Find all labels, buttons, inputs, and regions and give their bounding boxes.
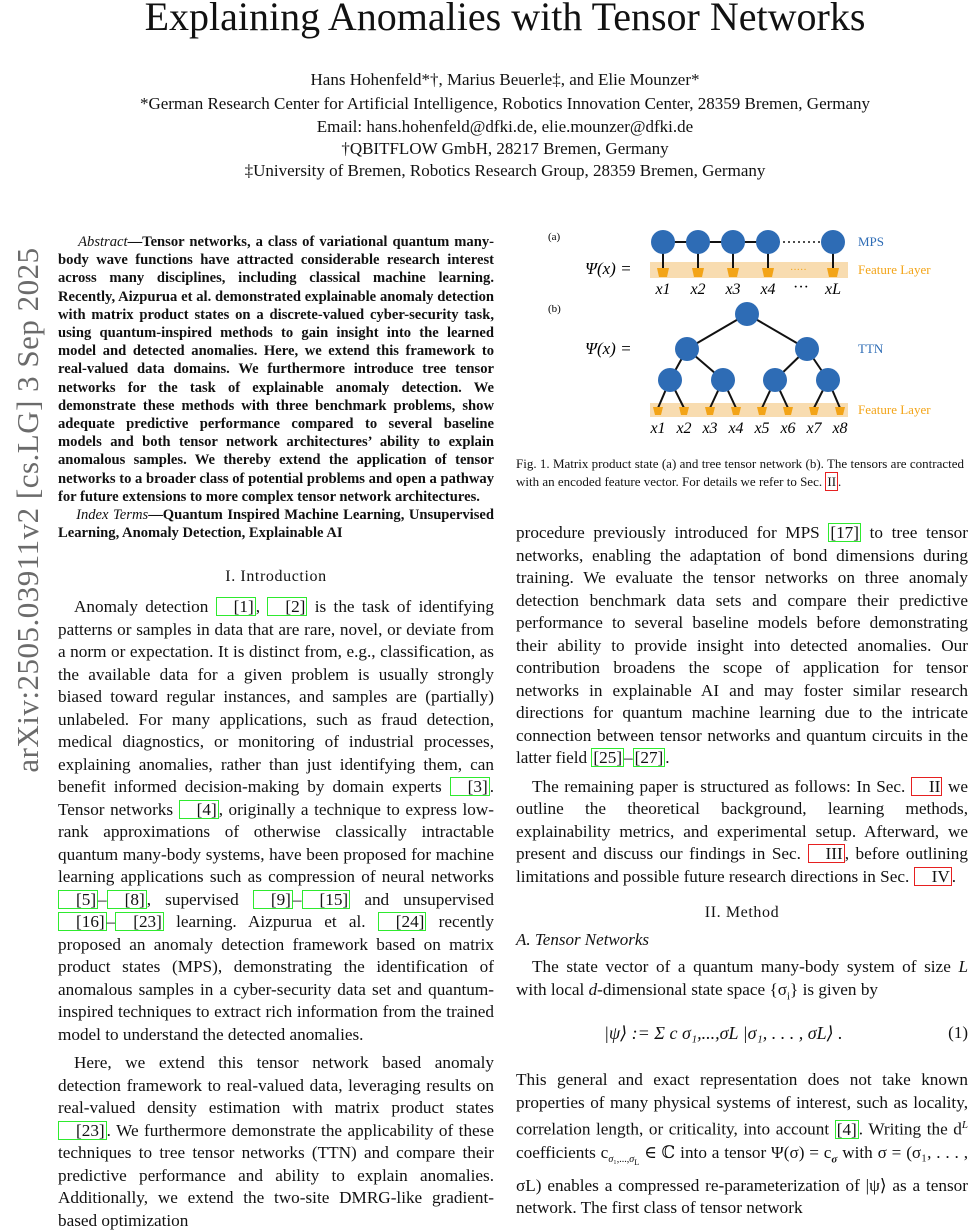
arxiv-identifier: arXiv:2505.03911v2 [cs.LG] 3 Sep 2025: [10, 247, 45, 773]
mps-x-labels: [654, 279, 841, 298]
abstract-text: —Tensor networks, a class of variational quantum many-body wave functions have attracted considerable research interest across many disciplines, including classical machine learning. Recently, Aizpurua et al. demonstrated explainable anomaly detection with matrix product states on a discrete-valued cyber-security task, using quantum-inspired methods to gain insight into the learned model and detected anomalies. Here, we extend this framework to real-valued data domains. We furthermore introduce tree tensor networks for the task of explainable anomaly detection. We demonstrate these methods with three benchmark problems, show adequate predictive performance compared to several baseline models and both tensor network architectures’ ability to explain anomalous samples. We thereby extend the application of tensor networks to a broader class of potential problems and open a pathway for future extensions to more complex tensor network architectures.: [58, 234, 494, 505]
citation-link[interactable]: [25]: [593, 748, 623, 767]
x-label: ···: [793, 279, 809, 296]
x-label: x5: [754, 420, 770, 437]
index-terms-label: Index Terms: [76, 507, 149, 524]
section-link[interactable]: II: [827, 474, 837, 489]
authors: Hans Hohenfeld*†, Marius Beuerle‡, and Elie Mounzer*: [310, 70, 700, 89]
ttn-label: TTN: [858, 341, 884, 356]
citation-link[interactable]: [2]: [267, 597, 307, 616]
citation-link[interactable]: [9]: [253, 890, 293, 909]
section-heading-method: II. Method: [704, 904, 780, 921]
ttn-tensor-node: [816, 368, 840, 392]
x-label: x2: [676, 420, 692, 437]
right-paragraph-1: procedure previously introduced for MPS [17] to tree tensor networks, enabling the adaptation of bond dimensions during training. We evaluate the tensor networks on three anomaly detection benchmark data sets and compare their predictive performance to several baseline models before demonstrating their ability to provide insight into detected anomalies. Our contribution broadens the scope of application for tensor networks in explainable AI and may foster similar research directions for quantum machine learning due to the intricate connection between tensor networks and quantum circuits in the latter field [25] – [27] .: [516, 523, 968, 767]
email-line: Email: hans.hohenfeld@dfki.de, elie.mounzer@dfki.de: [316, 117, 694, 136]
mps-tensor-node: [686, 230, 710, 254]
psi-mps: Ψ(x) =: [585, 259, 632, 278]
mps-label: MPS: [858, 234, 885, 249]
feature-node: [827, 268, 839, 277]
intro-paragraph-2: Here, we extend this tensor network based anomaly detection framework to real-valued data, leveraging results on real-valued density estimation with matrix product states [23] . We furthermore demonstrate the applicability of these techniques to tree tensor networks (TTN) and compare their predictive performance and ability to explain anomalies. Additionally, we extend the two-site DMRG-like gradient-based optimization: [58, 1053, 494, 1230]
equation-text: |ψ⟩ := Σ c σ₁,...,σL |σ₁, . . . , σL⟩ .: [604, 1023, 843, 1044]
mps-tensor-node: [756, 230, 780, 254]
x-label: x1: [655, 281, 671, 298]
ttn-x-labels: [649, 420, 847, 437]
ttn-tensor-node: [675, 337, 699, 361]
intro-paragraph-1: Anomaly detection [1] , [2] is the task of identifying patterns or samples in data that are rare, novel, or deviate from a norm or expectation. It is distinct from, e.g., classification, as the available data for a given problem is usually strongly biased toward regular instances, and samples are (partially) unlabeled. For many applications, such as fraud detection, medical diagnostics, or monitoring of industrial processes, explaining anomalies, rather than just identifying them, can benefit informed decision-making by domain experts [3] . Tensor networks [4] , originally a technique to express low-rank approximations of otherwise classically intractable quantum many-body systems, have been proposed for machine learning applications such as compression of neural networks [5] – [8] , supervised [9] – [15] and unsupervised [16] – [23] learning. Aizpurua et al. [24] recently proposed an anomaly detection framework based on matrix product states (MPS), demonstrating the identification of anomalous samples in a cyber-security data set and quantum-inspired techniques to extract rich information from the trained model to understand the detected anomalies.: [58, 597, 495, 1044]
index-terms: [58, 506, 494, 542]
ttn-tensor-node: [763, 368, 787, 392]
x-label: x3: [702, 420, 718, 437]
citation-link[interactable]: [27]: [634, 748, 664, 767]
mps-tensor-node: [821, 230, 845, 254]
feature-node: [727, 268, 739, 277]
citation-link[interactable]: [4]: [179, 800, 219, 819]
section-link[interactable]: II: [911, 777, 942, 796]
x-label: x4: [760, 281, 776, 298]
index-terms-text: —Quantum Inspired Machine Learning, Unsupervised Learning, Anomaly Detection, Explainable AI: [58, 507, 495, 542]
citation-link[interactable]: [16]: [58, 912, 107, 931]
feature-node: [657, 268, 669, 277]
citation-link[interactable]: [8]: [107, 890, 147, 909]
right-paragraph-4: This general and exact representation does not take known properties of many physical systems of interest, such as locality, correlation length, or criticality, into account [4] . Writing the $d^L$ coefficients $c_{\sigma_1,...,\sigma_L}$ ∈ ℂ into a tensor $\Psi(\sigma) = c_\sigma$ with σ = (σ₁, . . . , σL) enables a compressed re-parameterization of |ψ⟩ as a tensor network. The first class of tensor network: [516, 1070, 968, 1218]
x-label: x1: [650, 420, 666, 437]
citation-link[interactable]: [1]: [216, 597, 256, 616]
x-label: x8: [832, 420, 848, 437]
affiliation-3: ‡University of Bremen, Robotics Research Group, 28359 Bremen, Germany: [244, 161, 766, 180]
citation-link[interactable]: [4]: [836, 1120, 857, 1140]
ttn-tensor-node: [795, 337, 819, 361]
psi-ttn: Ψ(x) =: [585, 339, 632, 358]
label-b: (b): [548, 303, 561, 315]
right-paragraph-3: The state vector of a quantum many-body system of size L with local d-dimensional state space $\{\sigma_i\}$ is given by: [516, 957, 968, 1002]
feature-dots: ·····: [790, 265, 807, 276]
section-link[interactable]: III: [808, 844, 845, 863]
affiliation-1: *German Research Center for Artificial Intelligence, Robotics Innovation Center, 28359 Bremen, Germany: [139, 94, 871, 113]
feature-layer-label-a: Feature Layer: [858, 262, 931, 277]
figure-caption: Fig. 1. Matrix product state (a) and tree tensor network (b). The tensors are contracted with an encoded feature vector. For details we refer to Sec. II .: [516, 456, 964, 489]
ttn-feature-band: [650, 403, 848, 417]
left-column: [58, 233, 494, 1232]
x-label: x6: [780, 420, 796, 437]
ttn-tensor-node: [711, 368, 735, 392]
citation-link[interactable]: [23]: [115, 912, 164, 931]
citation-link[interactable]: [5]: [58, 890, 98, 909]
mps-tensor-node: [651, 230, 675, 254]
figure-1-diagram: [540, 222, 960, 447]
equation-body: [604, 1023, 843, 1044]
equation-number: (1): [948, 1023, 968, 1043]
subsection-heading-tensor-networks: A. Tensor Networks: [516, 930, 650, 949]
mps-feature-band: [650, 262, 848, 278]
section-link[interactable]: IV: [914, 867, 952, 886]
abstract-label: Abstract: [78, 234, 128, 250]
figure-1: [540, 222, 960, 447]
section-heading-introduction: I. Introduction: [225, 568, 327, 586]
ttn-tensors: [658, 302, 840, 392]
mps-tensor-node: [721, 230, 745, 254]
citation-link[interactable]: [24]: [378, 912, 427, 931]
paper-title: Explaining Anomalies with Tensor Networks: [144, 0, 866, 39]
feature-layer-label-b: Feature Layer: [858, 402, 931, 417]
ttn-tensor-node: [658, 368, 682, 392]
abstract: [58, 233, 494, 506]
ttn-edges: [658, 314, 840, 408]
equation-1: [516, 1011, 968, 1069]
x-label: x7: [806, 420, 822, 437]
affiliation-2: †QBITFLOW GmbH, 28217 Bremen, Germany: [341, 139, 669, 158]
feature-node: [692, 268, 704, 277]
right-column: [516, 522, 968, 1220]
label-a: (a): [548, 231, 561, 243]
feature-node: [762, 268, 774, 277]
x-label: x2: [690, 281, 706, 298]
ttn-root-node: [735, 302, 759, 326]
x-label: xL: [825, 281, 841, 298]
citation-link[interactable]: [15]: [302, 890, 351, 909]
right-paragraph-2: The remaining paper is structured as follows: In Sec. II we outline the theoretical background, learning methods, explainability metrics, and experimental setup. Afterward, we present and discuss our findings in Sec. III , before outlining limitations and possible future research directions in Sec. IV .: [516, 776, 968, 886]
x-label: x3: [725, 281, 741, 298]
citation-link[interactable]: [17]: [830, 523, 859, 542]
citation-link[interactable]: [3]: [450, 777, 490, 796]
citation-link[interactable]: [23]: [58, 1121, 107, 1140]
x-label: x4: [728, 420, 744, 437]
